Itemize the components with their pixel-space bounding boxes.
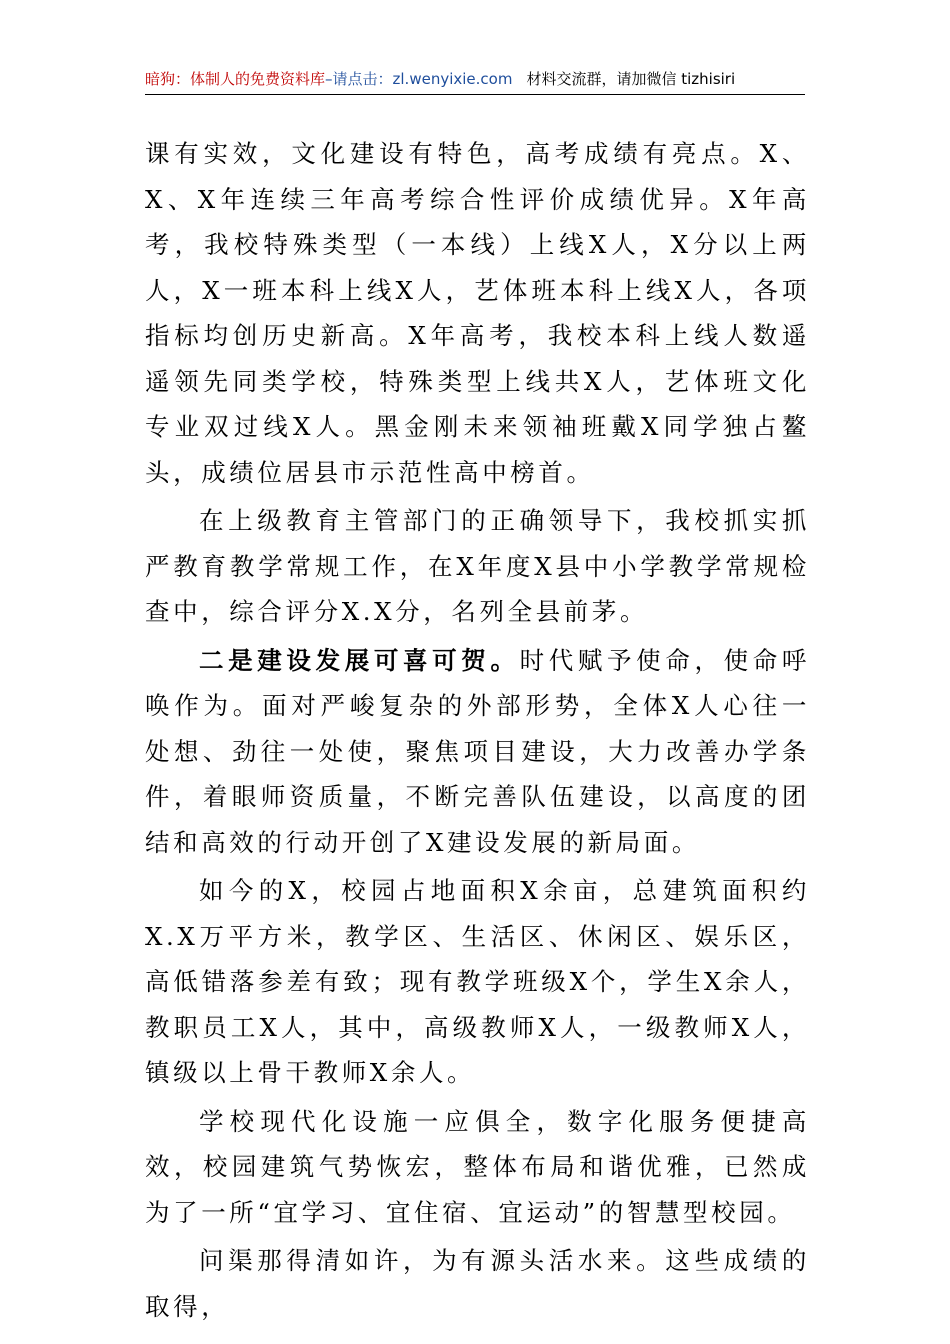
header-site-name: 暗狗：体制人的免费资料库 xyxy=(145,70,326,88)
paragraph-4 xyxy=(145,868,810,1096)
paragraph-text: 时代赋予使命，使命呼唤作为。面对严峻复杂的外部形势，全体X人心往一处想、劲往一处使，聚焦项目建设，大力改善办学条件，着眼师资质量，不断完善队伍建设，以高度的团结和高效的行动开创了X建设发展的新局面。 xyxy=(145,645,810,857)
document-body xyxy=(145,131,810,1329)
paragraph-2 xyxy=(145,498,810,635)
paragraph-text: 问渠那得清如许，为有源头活水来。这些成绩的取得， xyxy=(145,1246,810,1321)
header-site-link[interactable]: –请点击：zl.wenyixie.com xyxy=(325,70,513,88)
paragraph-text: 课有实效，文化建设有特色，高考成绩有亮点。X、X、X年连续三年高考综合性评价成绩优异。X年高考，我校特殊类型（一本线）上线X人，X分以上两人，X一班本科上线X人，艺体班本科上线X人，各项指标均创历史新高。X年高考，我校本科上线人数遥遥领先同类学校，特殊类型上线共X人，艺体班文化专业双过线X人。黑金刚未来领袖班戴X同学独占鳌头，成绩位居县市示范性高中榜首。 xyxy=(145,139,810,487)
page-header xyxy=(145,64,805,95)
paragraph-text: 学校现代化设施一应俱全，数字化服务便捷高效，校园建筑气势恢宏，整体布局和谐优雅，已然成为了一所“宜学习、宜住宿、宜运动”的智慧型校园。 xyxy=(145,1106,810,1227)
paragraph-1 xyxy=(145,131,810,495)
paragraph-5 xyxy=(145,1099,810,1236)
header-contact: 材料交流群，请加微信 tizhisiri xyxy=(526,70,736,88)
paragraph-text: 在上级教育主管部门的正确领导下，我校抓实抓严教育教学常规工作，在X年度X县中小学教学常规检查中，综合评分X.X分，名列全县前茅。 xyxy=(145,506,810,626)
paragraph-text: 如今的X，校园占地面积X余亩，总建筑面积约X.X万平方米，教学区、生活区、休闲区、娱乐区，高低错落参差有致；现有教学班级X个，学生X余人，教职员工X人，其中，高级教师X人，一级教师X人，镇级以上骨干教师X余人。 xyxy=(145,876,810,1087)
paragraph-6 xyxy=(145,1238,810,1329)
paragraph-bold-lead: 二是建设发展可喜可贺。 xyxy=(199,645,520,675)
paragraph-3 xyxy=(145,638,810,866)
